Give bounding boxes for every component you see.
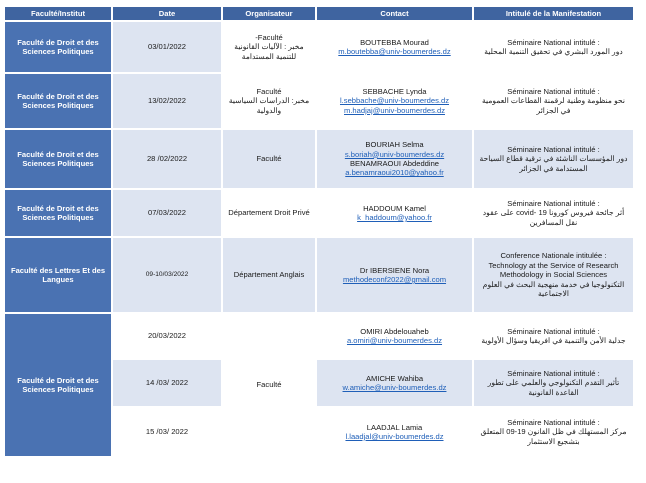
- organizer-cell: [223, 22, 315, 72]
- organizer-line: للتنمية المستدامة: [241, 51, 297, 61]
- contact-name: OMIRI Abdelouaheb: [360, 326, 429, 336]
- faculty-cell: Faculté de Droit et des Sciences Politiques: [5, 74, 111, 128]
- contact-name: HADDOUM Kamel: [363, 203, 426, 213]
- header-row: [5, 7, 633, 20]
- contact-email[interactable]: l.laadjal@univ-boumerdes.dz: [345, 432, 444, 441]
- title-cell: [474, 22, 633, 72]
- contact-cell: [317, 22, 472, 72]
- organizer-cell: [223, 314, 315, 456]
- title-cell: [474, 314, 633, 358]
- contact-email[interactable]: s.boriah@univ-boumerdes.dz: [344, 149, 445, 159]
- contact-cell: [317, 238, 472, 312]
- organizer-cell: [223, 190, 315, 236]
- title-text: التكنولوجيا في خدمة منهجية البحث في العلوم الاجتماعية: [482, 279, 625, 299]
- title-text: دور المؤسسات الناشئة في ترقية قطاع السياحة المستدامة في الجزائر: [479, 154, 628, 173]
- contact-cell: [317, 408, 472, 456]
- contact-email-2[interactable]: m.hadjaj@univ-boumerdes.dz: [344, 105, 445, 115]
- organizer-line: مخبر: الدراسات السياسية: [228, 96, 310, 106]
- organizer-line: Département Droit Privé: [228, 208, 310, 218]
- header-organisateur: Organisateur: [223, 7, 315, 20]
- faculty-cell: Faculté de Droit et des Sciences Politiques: [5, 130, 111, 188]
- table-row: [5, 74, 633, 128]
- faculty-cell: Faculté de Droit et des Sciences Politiques: [5, 22, 111, 72]
- date-cell: 09-10/03/2022: [113, 238, 221, 312]
- table-row: [5, 22, 633, 72]
- title-label: Séminaire National intitulé :: [507, 37, 600, 47]
- organizer-cell: [223, 238, 315, 312]
- title-text: أثر جائحة فيروس كورونا covid- 19 على عقود نقل المسافرين: [482, 208, 625, 227]
- contact-email[interactable]: a.omiri@univ-boumerdes.dz: [346, 336, 443, 345]
- title-label: Séminaire National intitulé :: [507, 144, 600, 154]
- contact-name: BOURIAH Selma: [365, 140, 424, 150]
- header-date: Date: [113, 7, 221, 20]
- organizer-line: Département Anglais: [233, 270, 305, 280]
- contact-email-2[interactable]: a.benamraoui2010@yahoo.fr: [345, 168, 444, 178]
- organizer-cell: [223, 74, 315, 128]
- title-text: دور المورد البشري في تحقيق التنمية المحلية: [484, 47, 623, 56]
- organizer-line: Faculté: [256, 380, 282, 390]
- contact-name: AMICHE Wahiba: [365, 373, 424, 383]
- date-cell: 03/01/2022: [113, 22, 221, 72]
- title-cell: [474, 408, 633, 456]
- table-row: [5, 130, 633, 188]
- events-table: [3, 5, 635, 458]
- date-cell: 15 /03/ 2022: [113, 408, 221, 456]
- organizer-line: Faculté: [256, 86, 282, 96]
- contact-name: Dr IBERSIENE Nora: [359, 265, 430, 275]
- organizer-line: مخبر : الآليات القانونية: [234, 42, 304, 52]
- contact-cell: [317, 190, 472, 236]
- organizer-cell: [223, 130, 315, 188]
- contact-email[interactable]: l.sebbache@univ-boumerdes.dz: [339, 96, 450, 106]
- contact-cell: [317, 314, 472, 358]
- title-cell: [474, 360, 633, 406]
- title-label: Séminaire National intitulé :: [507, 86, 600, 96]
- title-text: نحو منظومة وطنية لرقمنة القطاعات العمومية في الجزائر: [481, 96, 626, 115]
- title-cell: [474, 130, 633, 188]
- title-cell: [474, 190, 633, 236]
- contact-name: LAADJAL Lamia: [366, 422, 423, 432]
- contact-email[interactable]: w.amiche@univ-boumerdes.dz: [342, 383, 447, 392]
- faculty-cell: Faculté de Droit et des Sciences Politiques: [5, 314, 111, 456]
- contact-name: SEBBACHE Lynda: [362, 86, 427, 96]
- contact-name: BOUTEBBA Mourad: [360, 37, 429, 47]
- title-label: Séminaire National intitulé :: [507, 417, 600, 427]
- contact-cell: [317, 74, 472, 128]
- table-row: [5, 238, 633, 312]
- header-contact: Contact: [317, 7, 472, 20]
- contact-cell: [317, 360, 472, 406]
- date-cell: 07/03/2022: [113, 190, 221, 236]
- date-cell: 28 /02/2022: [113, 130, 221, 188]
- contact-email[interactable]: methodeconf2022@gmail.com: [342, 275, 447, 284]
- title-cell: [474, 74, 633, 128]
- title-label: Conference Nationale intitulée :: [500, 251, 607, 261]
- organizer-line: -Faculté: [255, 32, 283, 42]
- faculty-cell: Faculté des Lettres Et des Langues: [5, 238, 111, 312]
- header-faculte: Faculté/Institut: [5, 7, 111, 20]
- contact-name-2: BENAMRAOUI Abdeddine: [349, 159, 440, 168]
- date-cell: 14 /03/ 2022: [113, 360, 221, 406]
- title-label: Séminaire National intitulé :: [507, 326, 600, 336]
- header-intitule: Intitulé de la Manifestation: [474, 7, 633, 20]
- date-cell: 13/02/2022: [113, 74, 221, 128]
- title-text: تأثير التقدم التكنولوجي والعلمي على تطور القاعدة القانونية: [487, 378, 620, 397]
- organizer-line: Faculté: [256, 154, 282, 164]
- date-cell: 20/03/2022: [113, 314, 221, 358]
- table-row: [5, 190, 633, 236]
- organizer-line: والدولية: [256, 105, 282, 115]
- faculty-cell: Faculté de Droit et des Sciences Politiques: [5, 190, 111, 236]
- contact-cell: [317, 130, 472, 188]
- title-text: مركز المستهلك في ظل القانون 19-09 المتعلق بتشجيع الاستثمار: [480, 427, 627, 446]
- table-row: [5, 314, 633, 358]
- title-cell: [474, 238, 633, 312]
- contact-email[interactable]: m.boutebba@univ-boumerdes.dz: [338, 47, 451, 56]
- contact-email[interactable]: k_haddoum@yahoo.fr: [357, 213, 432, 222]
- title-label: Séminaire National intitulé :: [507, 368, 600, 378]
- title-text: جدلية الأمن والتنمية في افريقيا وسؤال الأولوية: [481, 336, 626, 345]
- title-text-en: Technology at the Service of Research Methodology in Social Sciences: [488, 260, 619, 280]
- title-label: Séminaire National intitulé :: [507, 198, 600, 208]
